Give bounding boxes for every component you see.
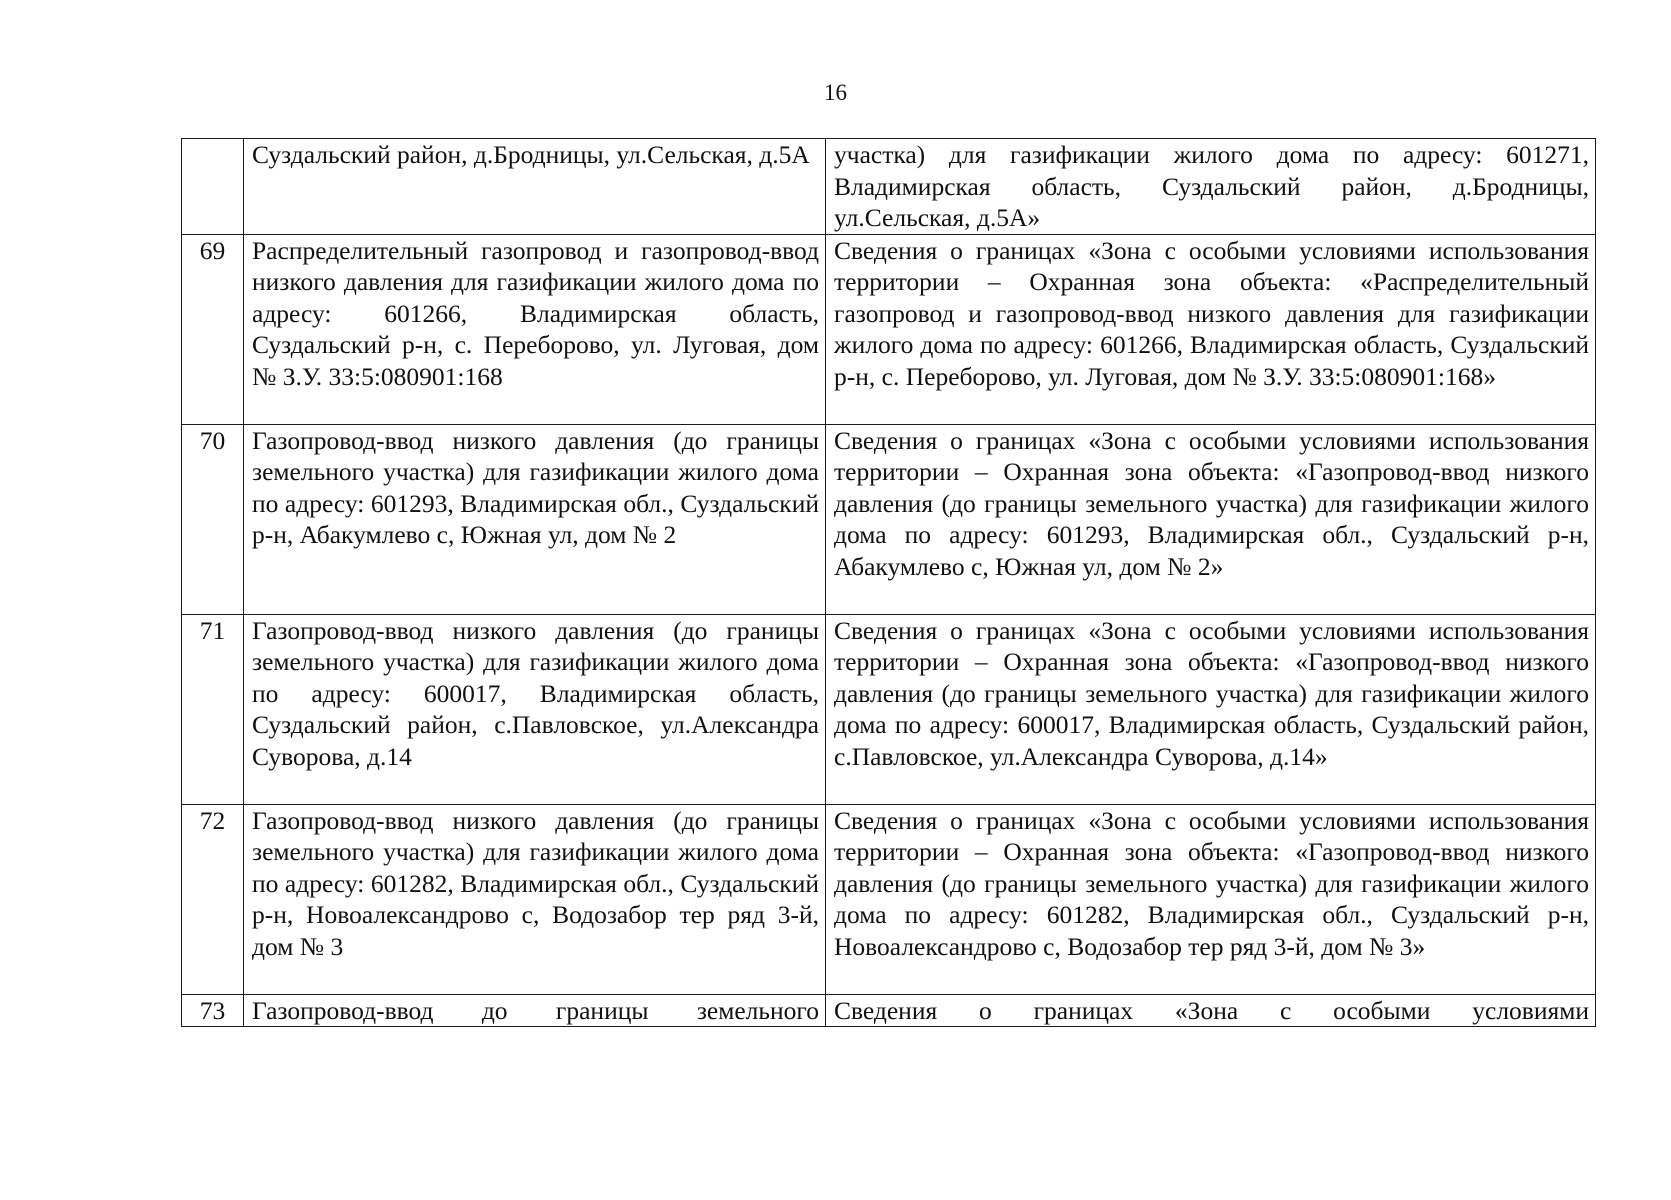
object-name-text: Газопровод-ввод до границы земельного (252, 995, 819, 1025)
row-number: 69 (182, 234, 244, 424)
table-row (182, 139, 1596, 235)
row-number: 72 (182, 804, 244, 994)
zone-info-cell: Сведения о границах «Зона с особыми условиями использования территории – Охранная зона объекта: «Газопровод-ввод низкого давления (до границы земельного участка) для газификации жилого дома по адресу: 600017, Владимирская область, Суздальский район, с.Павловское, ул.Александра Суворова, д.14» (826, 614, 1596, 804)
zone-info-cell: Сведения о границах «Зона с особыми условиями использования территории – Охранная зона объекта: «Газопровод-ввод низкого давления (до границы земельного участка) для газификации жилого дома по адресу: 601282, Владимирская обл., Суздальский р-н, Новоалександрово с, Водозабор тер ряд 3-й, дом № 3» (826, 804, 1596, 994)
row-number: 71 (182, 614, 244, 804)
object-name-cell: Распределительный газопровод и газопровод-ввод низкого давления для газификации жилого дома по адресу: 601266, Владимирская область, Суздальский р-н, с. Переборово, ул. Луговая, дом № З.У. 33:5:080901:168 (244, 234, 826, 424)
row-number (182, 139, 244, 235)
zone-info-cell (826, 994, 1596, 1027)
table-row (182, 994, 1596, 1027)
object-name-cell: Газопровод-ввод низкого давления (до границы земельного участка) для газификации жилого дома по адресу: 601293, Владимирская обл., Суздальский р-н, Абакумлево с, Южная ул, дом № 2 (244, 424, 826, 614)
object-name-cell: Суздальский район, д.Бродницы, ул.Сельская, д.5А (244, 139, 826, 235)
zones-table (181, 138, 1596, 1027)
row-number: 73 (182, 994, 244, 1027)
object-name-cell: Газопровод-ввод низкого давления (до границы земельного участка) для газификации жилого дома по адресу: 601282, Владимирская обл., Суздальский р-н, Новоалександрово с, Водозабор тер ряд 3-й, дом № 3 (244, 804, 826, 994)
zone-info-cell: Сведения о границах «Зона с особыми условиями использования территории – Охранная зона объекта: «Газопровод-ввод низкого давления (до границы земельного участка) для газификации жилого дома по адресу: 601293, Владимирская обл., Суздальский р-н, Абакумлево с, Южная ул, дом № 2» (826, 424, 1596, 614)
table-row (182, 424, 1596, 614)
table-row (182, 234, 1596, 424)
table-row (182, 804, 1596, 994)
zone-info-cell: Сведения о границах «Зона с особыми условиями использования территории – Охранная зона объекта: «Распределительный газопровод и газопровод-ввод низкого давления для газификации жилого дома по адресу: 601266, Владимирская область, Суздальский р-н, с. Переборово, ул. Луговая, дом № З.У. 33:5:080901:168» (826, 234, 1596, 424)
row-number: 70 (182, 424, 244, 614)
zone-info-text: Сведения о границах «Зона с особыми условиями (834, 995, 1589, 1025)
zone-info-cell: участка) для газификации жилого дома по адресу: 601271, Владимирская область, Суздальский район, д.Бродницы, ул.Сельская, д.5А» (826, 139, 1596, 235)
object-name-cell (244, 994, 826, 1027)
page-number: 16 (824, 80, 847, 105)
table-row (182, 614, 1596, 804)
object-name-cell: Газопровод-ввод низкого давления (до границы земельного участка) для газификации жилого дома по адресу: 600017, Владимирская область, Суздальский район, с.Павловское, ул.Александра Суворова, д.14 (244, 614, 826, 804)
